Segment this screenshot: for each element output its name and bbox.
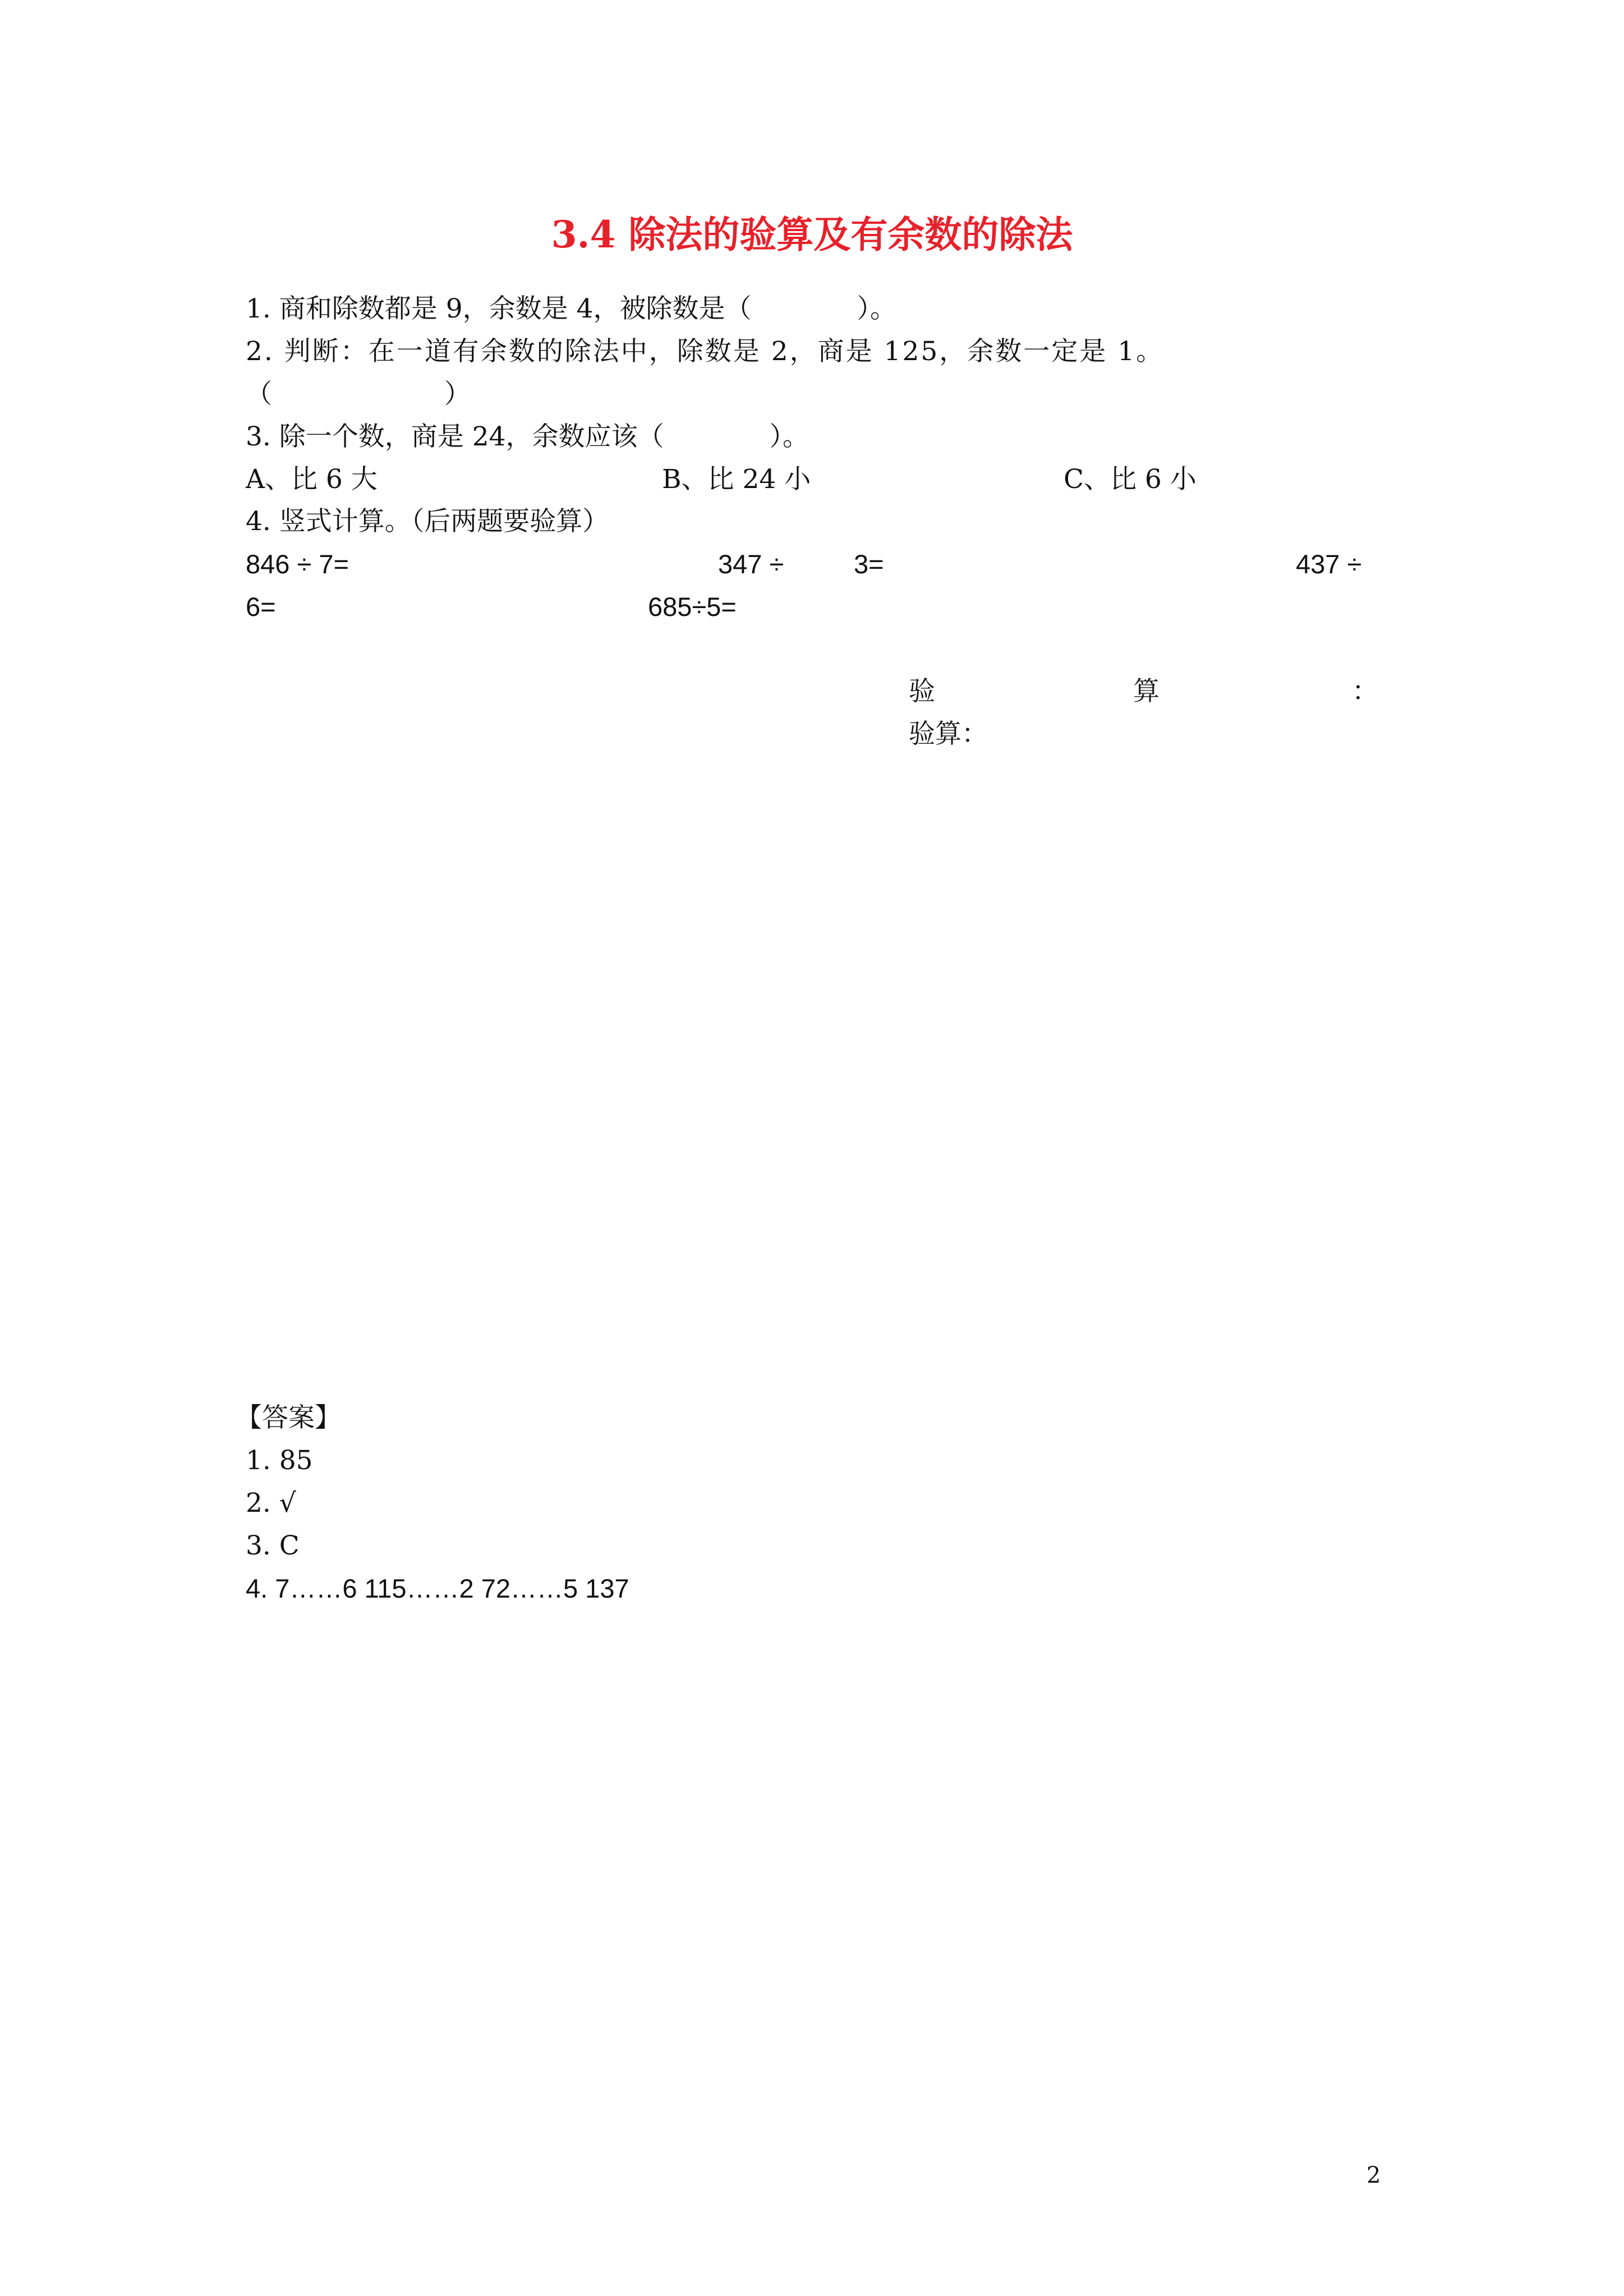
problem-347-div-part: 347 ÷: [718, 549, 784, 579]
answer-2: 2. √: [246, 1488, 296, 1519]
problem-685-div-5: 685÷5=: [648, 592, 737, 622]
page-number: 2: [1367, 2162, 1381, 2188]
problem-846-div-7: 846 ÷ 7=: [246, 549, 349, 579]
problem-347-div-3: 3=: [854, 549, 884, 579]
question-2-paren-close: ）: [444, 379, 471, 409]
question-3: 3. 除一个数，商是 24，余数应该（ ）。: [246, 421, 809, 452]
answer-4: 4. 7……6 115……2 72……5 137: [246, 1573, 629, 1603]
verify-label: 验算：: [909, 719, 988, 749]
problem-437-div-6: 6=: [246, 592, 276, 622]
document-title: 3.4 除法的验算及有余数的除法: [551, 213, 1073, 256]
question-3-option-b: B、比 24 小: [662, 464, 811, 495]
verify-label-colon: ：: [1352, 676, 1378, 707]
question-3-option-c: C、比 6 小: [1064, 464, 1197, 495]
verify-label-char-2: 算: [1133, 676, 1160, 707]
question-4: 4. 竖式计算。（后两题要验算）: [246, 506, 609, 537]
verify-label-char-1: 验: [909, 676, 935, 707]
problem-437-div-part: 437 ÷: [1296, 549, 1362, 579]
question-1: 1. 商和除数都是 9，余数是 4，被除数是（ ）。: [246, 293, 896, 324]
answers-heading: 【答案】: [236, 1402, 341, 1433]
question-3-option-a: A、比 6 大: [246, 464, 378, 495]
question-2-paren-open: （: [246, 379, 272, 409]
answer-3: 3. C: [246, 1530, 300, 1561]
answer-1: 1. 85: [246, 1445, 313, 1476]
question-2: 2. 判断：在一道有余数的除法中，除数是 2，商是 125，余数一定是 1。: [246, 336, 1165, 367]
